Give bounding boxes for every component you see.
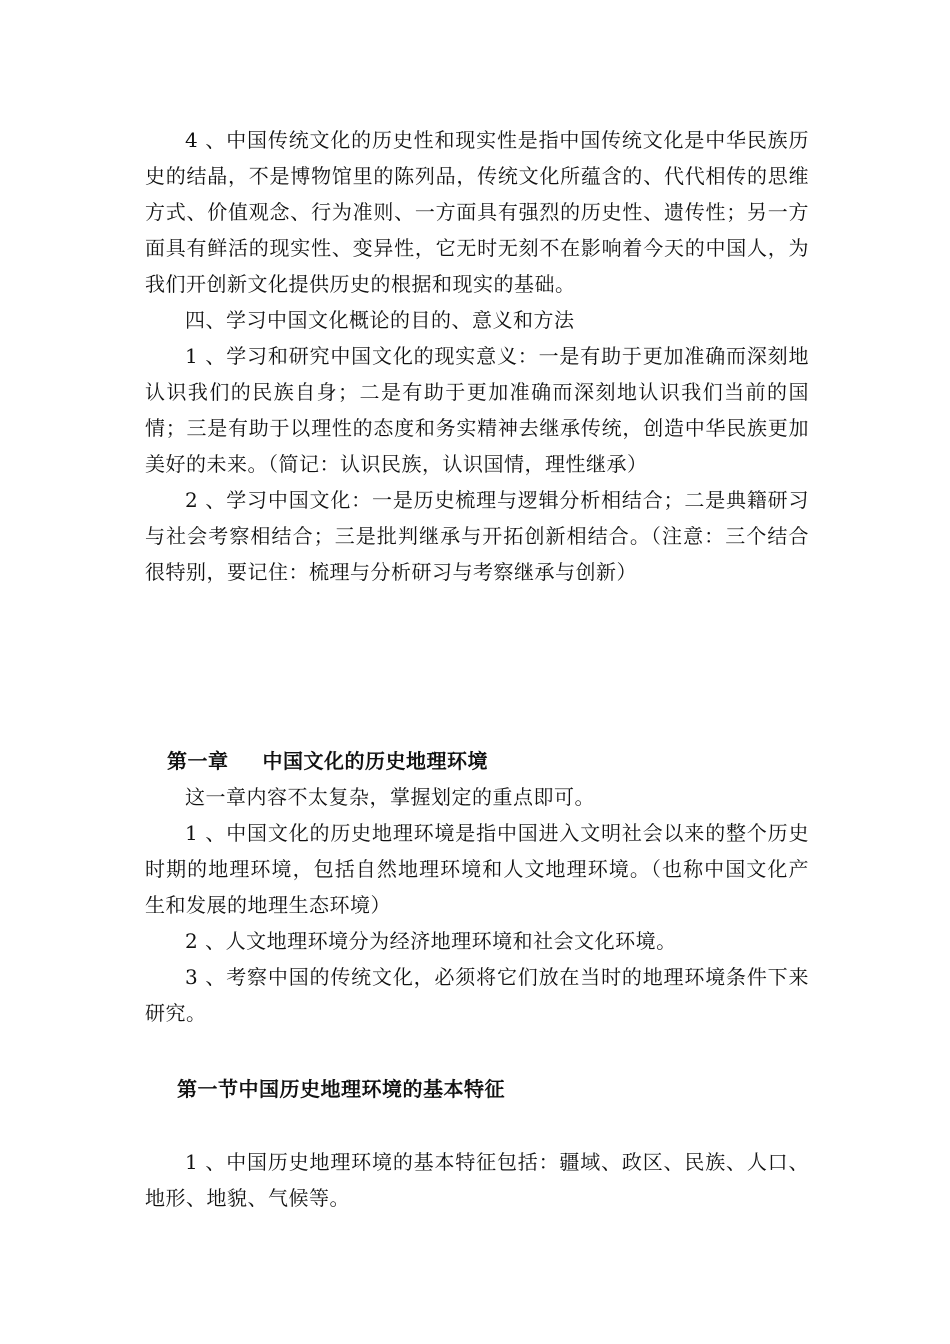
paragraph-human-geography: 2 、人文地理环境分为经济地理环境和社会文化环境。 <box>185 929 677 953</box>
paragraph-study-significance: 1 、学习和研究中国文化的现实意义：一是有助于更加准确而深刻地认识我们的民族自身；二是有助于更加准确而深刻地认识我们当前的国情；三是有助于以理性的态度和务实精神去继承传统，创造中华民族更加美好的未来。（简记：认识民族，认识国情，理性继承） <box>145 344 809 476</box>
paragraph-research-method: 3 、考察中国的传统文化，必须将它们放在当时的地理环境条件下来研究。 <box>145 965 809 1025</box>
paragraph-study-methods: 2 、学习中国文化：一是历史梳理与逻辑分析相结合；二是典籍研习与社会考察相结合；三是批判继承与开拓创新相结合。（注意：三个结合很特别，要记住：梳理与分析研习与考察继承与创新） <box>145 488 809 584</box>
paragraph-basic-features: 1 、中国历史地理环境的基本特征包括：疆域、政区、民族、人口、地形、地貌、气候等。 <box>145 1150 809 1210</box>
paragraph-traditional-culture-history: 4 、中国传统文化的历史性和现实性是指中国传统文化是中华民族历史的结晶，不是博物馆里的陈列品，传统文化所蕴含的、代代相传的思维方式、价值观念、行为准则、一方面具有强烈的历史性、遗传性；另一方面具有鲜活的现实性、变异性，它无时无刻不在影响着今天的中国人，为我们开创新文化提供历史的根据和现实的基础。 <box>145 128 809 296</box>
chapter-number: 第一章 <box>167 749 229 773</box>
section-heading-4: 四、学习中国文化概论的目的、意义和方法 <box>185 308 575 332</box>
chapter-intro: 这一章内容不太复杂，掌握划定的重点即可。 <box>185 785 595 809</box>
paragraph-geo-environment-definition: 1 、中国文化的历史地理环境是指中国进入文明社会以来的整个历史时期的地理环境，包括自然地理环境和人文地理环境。（也称中国文化产生和发展的地理生态环境） <box>145 821 809 917</box>
chapter-name: 中国文化的历史地理环境 <box>262 749 488 773</box>
section-title: 第一节中国历史地理环境的基本特征 <box>177 1077 505 1101</box>
chapter-title <box>167 743 488 779</box>
